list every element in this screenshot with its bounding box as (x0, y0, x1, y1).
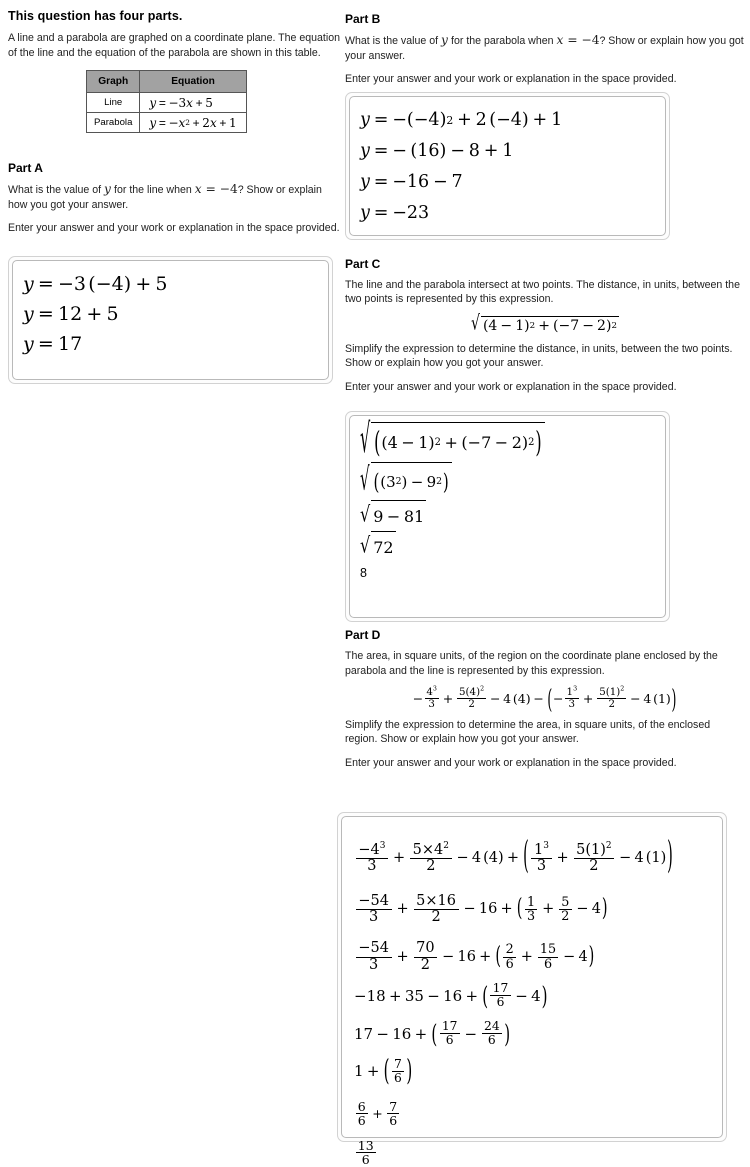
part-a-answer-box[interactable] (8, 256, 333, 384)
part-c-answer-line: √ ( ( 3 2 ) − 9 2 ) (360, 462, 655, 500)
part-a-answer-line: y = 17 (23, 333, 83, 355)
part-b-question-pre: What is the value of (345, 35, 441, 47)
part-c-expression: √ ( 4 − 1 ) 2 + ( −7 − 2 ) 2 (471, 311, 617, 335)
part-b-heading: Part B (345, 12, 381, 26)
part-a-question (8, 182, 340, 212)
part-d-answer-line: −18 + 35 − 16 + ( $\frac{17}{6}$ − 4 ) (354, 980, 548, 1011)
table-header-equation: Equation (140, 71, 246, 93)
part-b-answer-line: y = −16 − 7 (360, 172, 463, 192)
part-b-answer-line: y = −23 (360, 203, 430, 223)
part-a-question-post: ? Show or explain how you got your answer. (8, 184, 322, 211)
part-b-question-eq: x = −4 (556, 33, 600, 47)
part-b-answer-line: y = − ( 16 ) − 8 + 1 (360, 141, 514, 161)
part-c-answer-inner[interactable] (349, 415, 666, 618)
table-cell-graph-line: Line (87, 93, 140, 113)
table-cell-equation-line: y = −3 x + 5 (140, 93, 246, 113)
part-a-answer-inner[interactable] (12, 260, 329, 380)
part-c-enter-answer-prompt: Enter your answer and your work or explanation in the space provided. (345, 380, 677, 393)
part-a-enter-answer-prompt: Enter your answer and your work or explanation in the space provided. (8, 222, 340, 234)
part-d-heading: Part D (345, 628, 381, 642)
part-c-answer-line: √ 72 (360, 531, 655, 562)
left-column (8, 0, 340, 246)
table-row (87, 113, 247, 133)
part-d-answer-line: 1 + ( $\frac{7}{6}$ ) (354, 1053, 413, 1088)
table-header-row (87, 71, 247, 93)
part-c-answer-line: √ 9 − 81 (360, 500, 655, 531)
part-d-enter-answer-prompt: Enter your answer and your work or explanation in the space provided. (345, 756, 677, 769)
part-d-answer-line: $\frac{-4^3}{3}$ + $\frac{5\times 4^2}{2}$ − 4 ( 4 ) + ( $\frac{1^3}{3}$ + $\frac{5(1)^2}{2}$ − 4 ( 1 ) ) (354, 827, 712, 882)
part-d-answer-line: $\frac{13}{6}$ (354, 1130, 712, 1166)
part-c-instruction: Simplify the expression to determine the distance, in units, between the two points. Show or explain how you got your answer. (345, 342, 733, 369)
part-b-question-var: y (440, 33, 449, 47)
question-title: This question has four parts. (8, 9, 183, 23)
part-d-answer-box[interactable] (337, 812, 727, 1167)
part-b-answer-box[interactable] (345, 92, 670, 240)
equation-table (86, 70, 247, 133)
table-header-graph: Graph (87, 71, 140, 93)
part-d-answer-inner[interactable] (341, 816, 723, 1167)
equation-table-wrapper (86, 70, 340, 133)
table-row (87, 93, 247, 113)
part-a-question-eq: x = −4 (194, 182, 238, 196)
part-d-instruction: Simplify the expression to determine the area, in square units, of the enclosed region. Show or explain how you got your answer. (345, 718, 711, 745)
part-a-answer-line: y = 12 + 5 (23, 303, 119, 325)
part-d-answer-line: $\frac{-54}{3}$ + $\frac{5\times 16}{2}$ − 16 + ( $\frac{1}{3}$ + $\frac{5}{2}$ − 4 ) (354, 882, 712, 929)
part-c-answer-line: 8 (360, 566, 367, 580)
part-a-heading: Part A (8, 161, 43, 175)
part-d-answer-line: 17 − 16 + ( $\frac{17}{6}$ − $\frac{24}{6}$ ) (354, 1018, 511, 1049)
part-b-question (345, 33, 745, 63)
part-b-answer-inner[interactable] (349, 96, 666, 236)
part-b-question-post: ? Show or explain how you got your answer. (345, 35, 744, 62)
part-c-heading: Part C (345, 256, 381, 271)
question-intro: A line and a parabola are graphed on a coordinate plane. The equation of the line and the equation of the parabola are shown in this table. (8, 32, 341, 59)
part-d-answer-line: $\frac{6}{6}$ + $\frac{7}{6}$ (354, 1090, 712, 1130)
part-a-question-var: y (103, 182, 112, 196)
part-b-enter-answer-prompt: Enter your answer and your work or explanation in the space provided. (345, 73, 677, 85)
part-c-intro: The line and the parabola intersect at two points. The distance, in units, between the two points is represented by this expression. (345, 278, 740, 305)
table-cell-graph-parabola: Parabola (87, 113, 140, 133)
part-c-answer-box[interactable] (345, 411, 670, 622)
part-d-intro: The area, in square units, of the region on the coordinate plane enclosed by the parabola and the line is represented by this expression. (345, 650, 718, 677)
part-a-answer-line: y = −3 ( −4 ) + 5 (23, 273, 168, 295)
part-a-question-pre: What is the value of (8, 184, 104, 196)
part-d-answer-line: $\frac{-54}{3}$ + $\frac{70}{2}$ − 16 + ( $\frac{2}{6}$ + $\frac{15}{6}$ − 4 ) (354, 929, 712, 976)
part-c-answer-line: √ ( ( 4 − 1 ) 2 + ( −7 − 2 ) 2 ) (360, 422, 655, 462)
table-cell-equation-parabola: y = − x 2 + 2 x + 1 (140, 113, 246, 133)
part-b-question-mid: for the parabola when (448, 35, 557, 47)
part-b-answer-line: y = − ( −4 ) 2 + 2 ( −4 ) + 1 (360, 110, 563, 130)
part-a-question-mid: for the line when (111, 184, 195, 196)
part-d-expression: − $\frac{4^3}{3}$ + $\frac{5(4)^2}{2}$ − 4 ( 4 ) − ( − $\frac{1^3}{3}$ + $\frac{5(1)^2}{2}$ − 4 ( 1 ) ) (412, 682, 677, 714)
